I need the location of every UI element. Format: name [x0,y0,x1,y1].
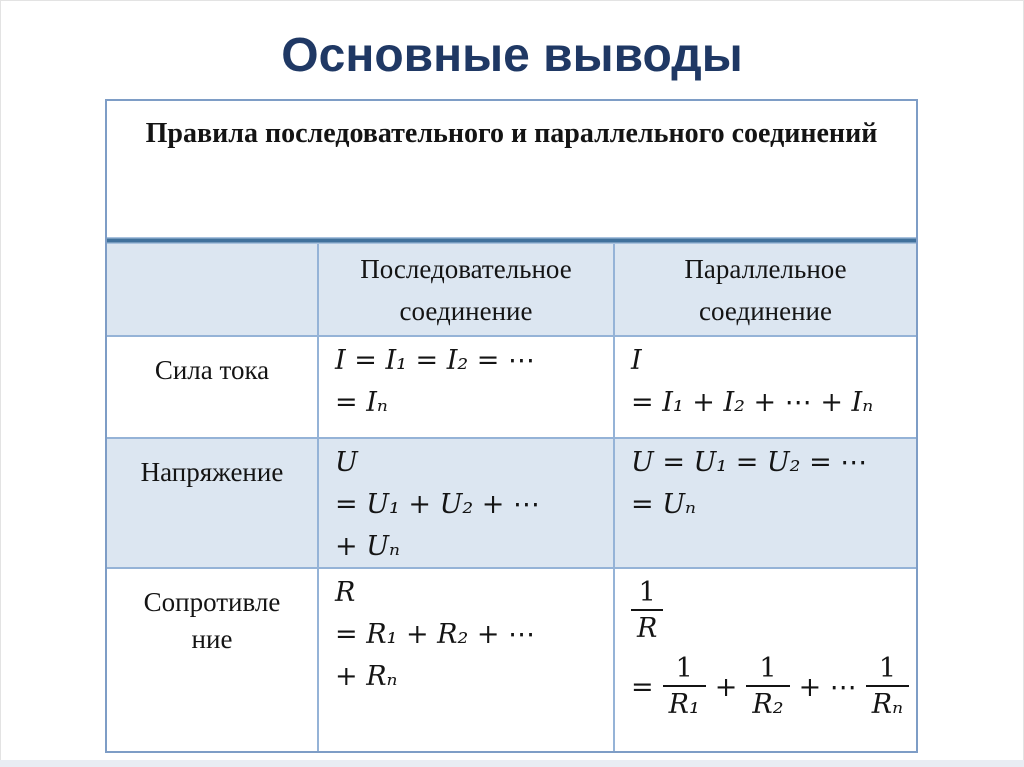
row-label-current [107,337,319,439]
table-grid [107,244,916,751]
table-title-cell: Правила последовательного и параллельного соединений [145,118,878,149]
fraction-numerator: 1 [675,653,693,684]
col-header-parallel: Параллельное соединение [615,244,916,337]
row-label-resistance [107,569,319,751]
header-separator-band [107,237,916,244]
formula-line: I [631,345,642,376]
formula-current-parallel [615,337,916,439]
fraction-denominator: R₂ [746,685,789,721]
formula-voltage-series [319,439,615,569]
formula-voltage-parallel [615,439,916,569]
row-label-line: Напряжение [140,457,284,487]
corner-cell [107,244,319,337]
row-label-line: Сопротивле [143,587,281,617]
fraction-numerator: 1 [638,577,656,608]
fraction-1-over-R1 [663,654,706,721]
formula-line: = Uₙ [631,489,696,520]
plus-sign: + [714,671,738,703]
formula-line: R [335,577,356,608]
slide-title: Основные выводы [281,29,743,82]
formula-current-series [319,337,615,439]
formula-line: + Rₙ [335,661,398,692]
formula-resistance-series [319,569,615,751]
fraction-sum-line [631,654,912,721]
row-label-line: ние [191,624,233,654]
formula-line: U = U₁ = U₂ = ⋯ [631,447,868,478]
fraction-numerator: 1 [759,653,777,684]
formula-line: I = I₁ = I₂ = ⋯ [335,345,536,376]
fraction-1-over-Rn [866,654,909,721]
fraction-denominator: Rₙ [866,685,909,721]
formula-resistance-parallel [615,569,916,751]
formula-line: = R₁ + R₂ + ⋯ [335,619,536,650]
equals-sign: = [631,671,654,703]
col-header-series: Последовательное соединение [319,244,615,337]
slide-bottom-edge [0,760,1024,767]
formula-line: + Uₙ [335,531,400,562]
formula-line: = I₁ + I₂ + ⋯ + Iₙ [631,387,874,418]
fraction-denominator: R [631,609,663,645]
fraction-denominator: R₁ [663,685,706,721]
row-label-line: Сила тока [154,355,270,385]
row-label-voltage [107,439,319,569]
plus-cdots-sign: + ⋯ [798,671,857,703]
formula-line: = U₁ + U₂ + ⋯ [335,489,540,520]
rules-table [105,99,918,753]
fraction-numerator: 1 [878,653,897,684]
formula-line: U [335,447,358,478]
fraction-1-over-R [631,578,663,645]
formula-line: = Iₙ [335,387,388,418]
fraction-1-over-R2 [746,654,789,721]
